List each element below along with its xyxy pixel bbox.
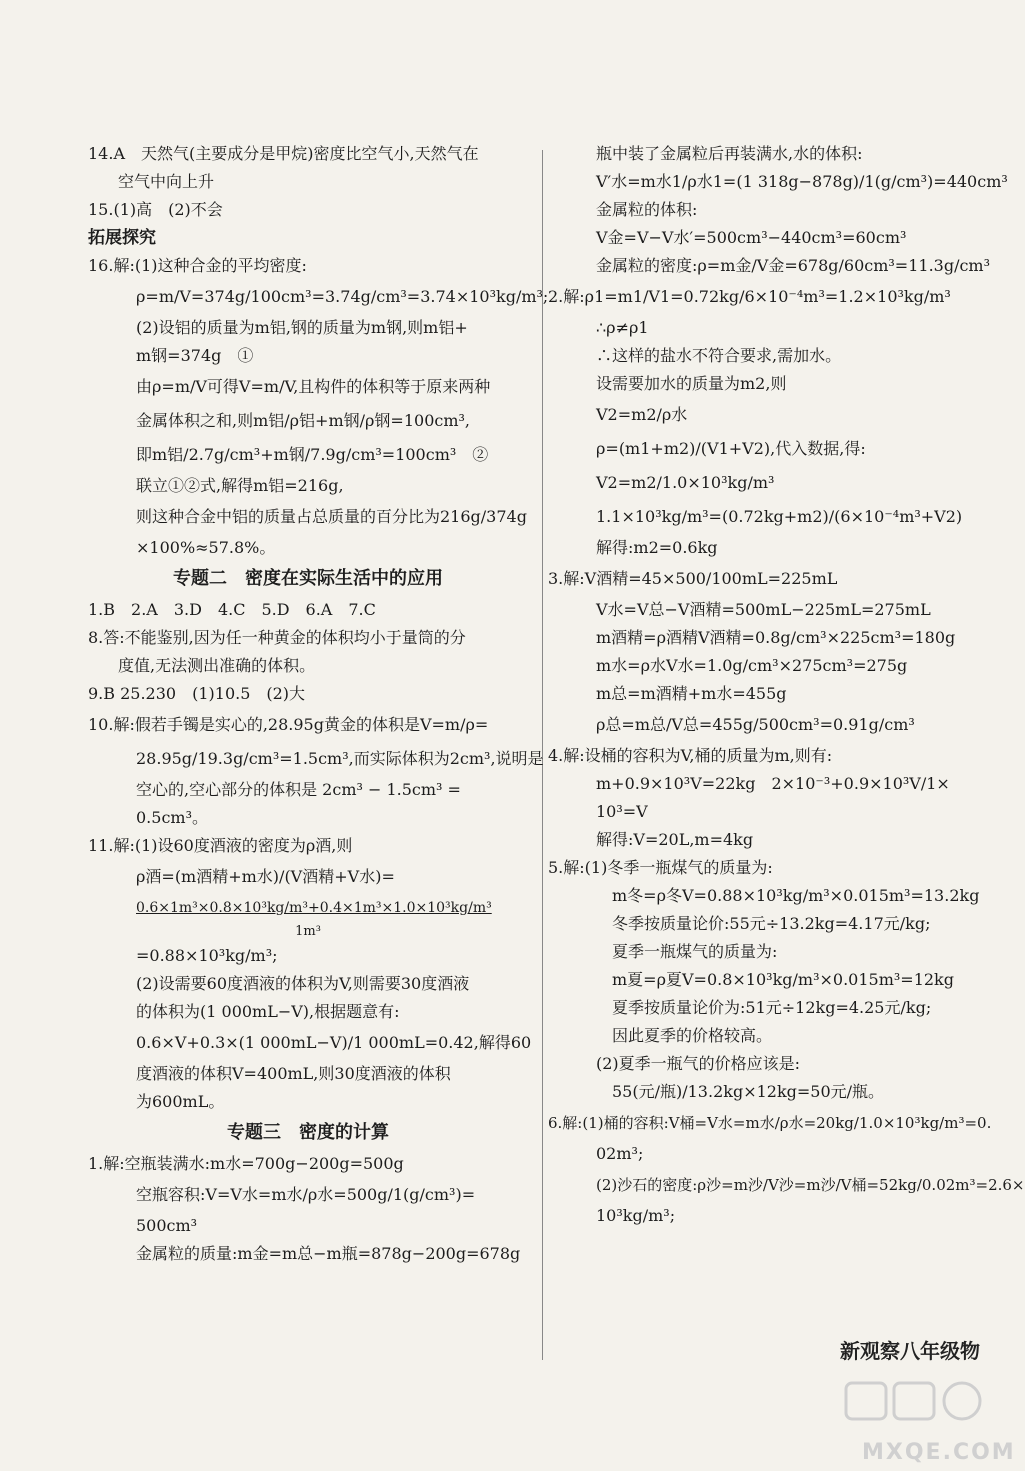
formula-line: 空瓶容积:V=V水=m水/ρ水=500g/1(g/cm³)= — [136, 1185, 476, 1204]
equation-system-line: V2=m2/1.0×10³kg/m³ — [596, 473, 775, 492]
right-column — [548, 140, 1025, 1230]
answer-line: V′水=m水1/ρ水1=(1 318g−878g)/1(g/cm³)=440cm³ — [596, 172, 1008, 191]
answer-line: 夏季按质量论价为:51元÷12kg=4.25元/kg; — [612, 998, 932, 1017]
answer-line: 夏季一瓶煤气的质量为: — [612, 942, 778, 961]
answer-line: 4.解:设桶的容积为V,桶的质量为m,则有: — [548, 746, 833, 765]
section-heading: 拓展探究 — [88, 228, 156, 248]
answer-line: V水=V总−V酒精=500mL−225mL=275mL — [596, 600, 931, 619]
answer-line: 度酒液的体积V=400mL,则30度酒液的体积 — [136, 1064, 451, 1083]
answer-line: 1.B 2.A 3.D 4.C 5.D 6.A 7.C — [88, 600, 376, 619]
answer-line: m总=m酒精+m水=455g — [596, 684, 787, 703]
answer-line: 联立①②式,解得m铝=216g, — [136, 476, 344, 495]
left-column — [88, 140, 549, 1268]
answer-line: m水=ρ水V水=1.0g/cm³×275cm³=275g — [596, 656, 908, 675]
answer-line: 瓶中装了金属粒后再装满水,水的体积: — [596, 144, 863, 163]
answer-line: 10³kg/m³; — [596, 1206, 676, 1225]
formula-line: 2.解:ρ1=m1/V1=0.72kg/6×10⁻⁴m³=1.2×10³kg/m³ — [548, 287, 951, 306]
formula-line: ρ=m/V=374g/100cm³=3.74g/cm³=3.74×10³kg/m³; — [136, 287, 549, 306]
formula-line: 0.6×V+0.3×(1 000mL−V)/1 000mL=0.42,解得60 — [136, 1033, 532, 1052]
formula-line: (2)沙石的密度:ρ沙=m沙/V沙=m沙/V桶=52kg/0.02m³=2.6× — [596, 1176, 1025, 1194]
answer-line: ∴这样的盐水不符合要求,需加水。 — [596, 346, 842, 365]
answer-line: m冬=ρ冬V=0.88×10³kg/m³×0.015m³=13.2kg — [612, 886, 980, 905]
answer-line: m夏=ρ夏V=0.8×10³kg/m³×0.015m³=12kg — [612, 970, 954, 989]
answer-line: 8.答:不能鉴别,因为任一种黄金的体积均小于量筒的分 — [88, 628, 466, 647]
answer-line: (2)设铝的质量为m铝,钢的质量为m钢,则m铝+ — [136, 318, 468, 337]
answer-line: 空气中向上升 — [118, 172, 215, 191]
answer-line: 15.(1)高 (2)不会 — [88, 200, 223, 219]
watermark-text: MXQE.COM — [862, 1440, 1016, 1465]
answer-line: 9.B 25.230 (1)10.5 (2)大 — [88, 684, 306, 703]
equation-system-line: 1.1×10³kg/m³=(0.72kg+m2)/(6×10⁻⁴m³+V2) — [596, 507, 963, 526]
answer-line: 金属粒的质量:m金=m总−m瓶=878g−200g=678g — [136, 1244, 521, 1263]
answer-line: 设需要加水的质量为m2,则 — [596, 374, 787, 393]
answer-line: ×100%≈57.8%。 — [136, 538, 276, 557]
answer-line: m+0.9×10³V=22kg 2×10⁻³+0.9×10³V/1× — [596, 774, 950, 793]
answer-line: 02m³; — [596, 1144, 644, 1163]
formula-line: 3.解:V酒精=45×500/100mL=225mL — [548, 569, 838, 588]
formula-line: 金属体积之和,则m铝/ρ铝+m钢/ρ钢=100cm³, — [136, 411, 471, 430]
formula-line: ρ酒=(m酒精+m水)/(V酒精+V水)= — [136, 867, 395, 886]
answer-line: 16.解:(1)这种合金的平均密度: — [88, 256, 307, 275]
answer-line: 解得:V=20L,m=4kg — [596, 830, 754, 849]
answer-line: 10³=V — [596, 802, 648, 821]
answer-line: 5.解:(1)冬季一瓶煤气的质量为: — [548, 858, 773, 877]
answer-line: m钢=374g ① — [136, 346, 254, 365]
answer-line: 的体积为(1 000mL−V),根据题意有: — [136, 1002, 400, 1021]
section-title: 专题二 密度在实际生活中的应用 — [173, 568, 443, 589]
answer-line: V金=V−V水′=500cm³−440cm³=60cm³ — [596, 228, 907, 247]
answer-line: 14.A 天然气(主要成分是甲烷)密度比空气小,天然气在 — [88, 144, 479, 163]
answer-line: 冬季按质量论价:55元÷13.2kg=4.17元/kg; — [612, 914, 931, 933]
fraction-numerator: 0.6×1m³×0.8×10³kg/m³+0.4×1m³×1.0×10³kg/m³ — [136, 900, 492, 916]
answer-line: m酒精=ρ酒精V酒精=0.8g/cm³×225cm³=180g — [596, 628, 956, 647]
book-title-footer: 新观察八年级物 — [840, 1339, 980, 1363]
formula-line: 由ρ=m/V可得V=m/V,且构件的体积等于原来两种 — [136, 377, 491, 396]
equation-system-line: ρ=(m1+m2)/(V1+V2),代入数据,得: — [596, 439, 866, 458]
formula-line: 10.解:假若手镯是实心的,28.95g黄金的体积是V=m/ρ= — [88, 715, 489, 734]
answer-line: (2)夏季一瓶气的价格应该是: — [596, 1054, 801, 1073]
answer-line: =0.88×10³kg/m³; — [136, 946, 278, 965]
formula-line: 即m铝/2.7g/cm³+m钢/7.9g/cm³=100cm³ ② — [136, 445, 489, 464]
answer-line: 度值,无法测出准确的体积。 — [118, 656, 316, 675]
answer-line: 11.解:(1)设60度酒液的密度为ρ酒,则 — [88, 836, 353, 855]
section-title: 专题三 密度的计算 — [227, 1122, 389, 1143]
formula-line: 6.解:(1)桶的容积:V桶=V水=m水/ρ水=20kg/1.0×10³kg/m³=0. — [548, 1114, 992, 1132]
answer-line: 55(元/瓶)/13.2kg×12kg=50元/瓶。 — [612, 1082, 885, 1101]
answer-line: 金属粒的体积: — [596, 200, 698, 219]
answer-line: 500cm³ — [136, 1216, 198, 1235]
answer-line: 0.5cm³。 — [136, 808, 208, 827]
formula-line: 则这种合金中铝的质量占总质量的百分比为216g/374g — [136, 507, 527, 526]
formula-line: 28.95g/19.3g/cm³=1.5cm³,而实际体积为2cm³,说明是 — [136, 749, 544, 768]
answer-line: 因此夏季的价格较高。 — [612, 1026, 773, 1045]
fraction-denominator: 1m³ — [295, 924, 321, 939]
answer-line: (2)设需要60度酒液的体积为V,则需要30度酒液 — [136, 974, 470, 993]
answer-line: 解得:m2=0.6kg — [596, 538, 718, 557]
answer-line: 空心的,空心部分的体积是 2cm³ − 1.5cm³ = — [136, 780, 461, 799]
answer-line: 1.解:空瓶装满水:m水=700g−200g=500g — [88, 1154, 404, 1173]
equation-system-line: V2=m2/ρ水 — [596, 405, 688, 424]
answer-line: 金属粒的密度:ρ=m金/V金=678g/60cm³=11.3g/cm³ — [596, 256, 991, 275]
answer-line: ∴ρ≠ρ1 — [596, 318, 649, 337]
answer-line: 为600mL。 — [136, 1092, 225, 1111]
formula-line: ρ总=m总/V总=455g/500cm³=0.91g/cm³ — [596, 715, 915, 734]
